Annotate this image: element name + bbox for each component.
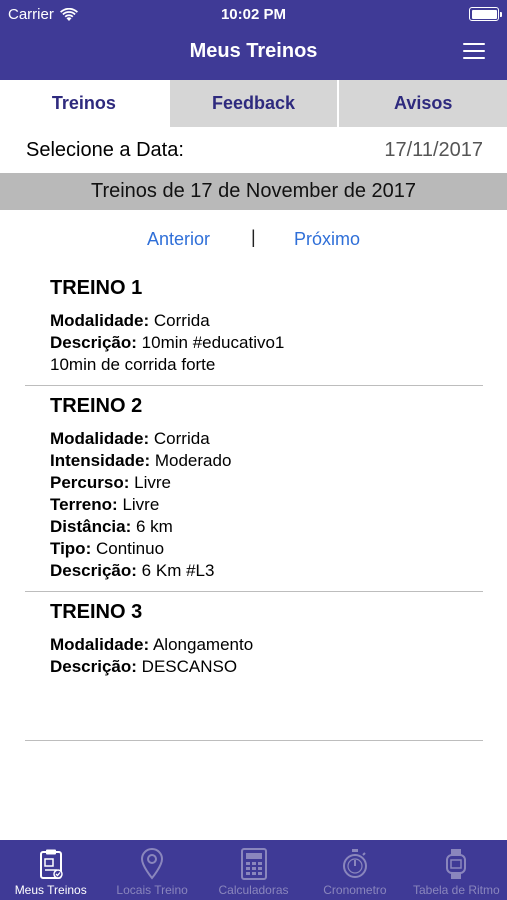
day-pager xyxy=(0,226,507,252)
page-title: Meus Treinos xyxy=(189,40,318,62)
previous-day-link[interactable]: Anterior xyxy=(147,229,211,249)
stopwatch-icon xyxy=(341,848,369,880)
pager-separator: | xyxy=(251,227,256,247)
workout-card xyxy=(25,268,483,386)
workout-field: Descrição: 10min #educativo1 xyxy=(50,333,285,352)
workout-title: TREINO 1 xyxy=(50,277,143,299)
status-time: 10:02 PM xyxy=(220,6,287,23)
workout-title: TREINO 3 xyxy=(50,601,143,623)
segment-tabs xyxy=(0,80,507,127)
tabbar-item-tabela-de-ritmo[interactable]: Tabela de Ritmo xyxy=(406,840,507,900)
tab-feedback[interactable]: Feedback xyxy=(168,80,338,127)
tabbar-item-meus-treinos[interactable]: Meus Treinos xyxy=(0,840,101,900)
tab-avisos[interactable]: Avisos xyxy=(337,80,507,127)
workout-field: Descrição: DESCANSO xyxy=(50,657,238,676)
status-bar xyxy=(0,0,507,28)
date-label: Selecione a Data: xyxy=(26,139,184,161)
workout-title: TREINO 2 xyxy=(50,395,143,417)
workout-card xyxy=(25,386,483,592)
workout-list xyxy=(25,268,483,741)
date-selector xyxy=(0,137,507,167)
battery-icon xyxy=(469,7,499,21)
calculator-icon xyxy=(240,848,268,880)
workout-extra-line: 10min de corrida forte xyxy=(50,355,216,374)
workout-field: Terreno: Livre xyxy=(50,495,160,514)
header xyxy=(0,0,507,80)
tabbar-item-cronometro[interactable]: Cronometro xyxy=(304,840,405,900)
workout-field: Modalidade: Corrida xyxy=(50,311,210,330)
hamburger-menu-icon[interactable] xyxy=(463,42,485,60)
workout-field: Tipo: Continuo xyxy=(50,539,165,558)
bottom-tab-bar xyxy=(0,840,507,900)
tab-treinos[interactable]: Treinos xyxy=(0,80,168,127)
day-banner: Treinos de 17 de November de 2017 xyxy=(0,173,507,210)
map-pin-icon xyxy=(138,848,166,880)
date-field[interactable]: 17/11/2017 xyxy=(384,139,483,161)
watch-icon xyxy=(442,848,470,880)
tabbar-item-locais-treino[interactable]: Locais Treino xyxy=(101,840,202,900)
workout-field: Modalidade: Corrida xyxy=(50,429,210,448)
carrier-name: Carrier xyxy=(8,6,54,23)
workout-field: Distância: 6 km xyxy=(50,517,173,536)
workout-field: Percurso: Livre xyxy=(50,473,171,492)
workout-field: Descrição: 6 Km #L3 xyxy=(50,561,215,580)
clipboard-icon xyxy=(37,848,65,880)
next-day-link[interactable]: Próximo xyxy=(294,229,361,249)
tabbar-item-calculadoras[interactable]: Calculadoras xyxy=(203,840,304,900)
workout-field: Modalidade: Alongamento xyxy=(50,635,254,654)
workout-card xyxy=(25,592,483,741)
workout-field: Intensidade: Moderado xyxy=(50,451,232,470)
